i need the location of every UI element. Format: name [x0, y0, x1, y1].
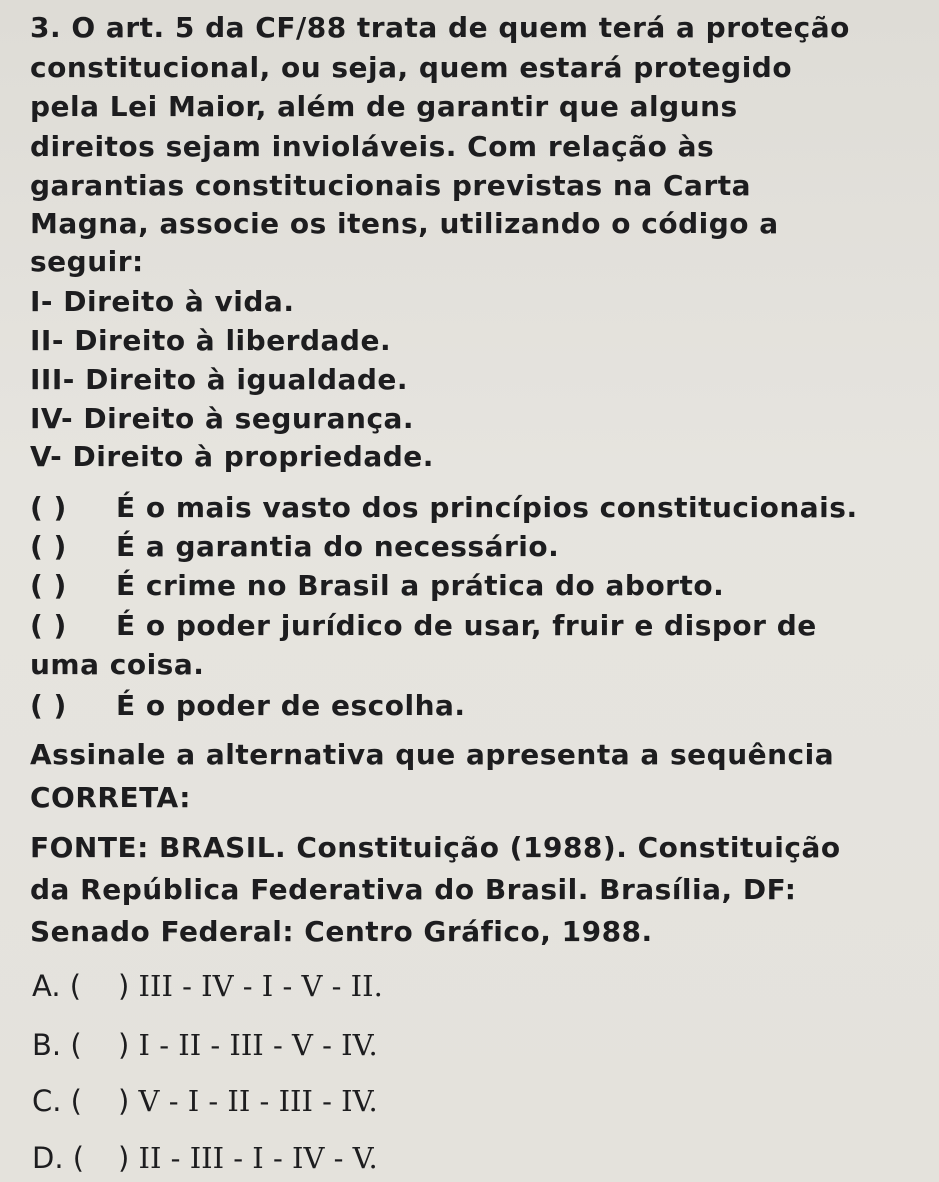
item-v: V- Direito à propriedade.: [30, 440, 434, 473]
statement-text: É o mais vasto dos princípios constitucionais.: [116, 491, 858, 524]
question-line-6: Magna, associe os itens, utilizando o código a: [30, 207, 779, 240]
statement-2: [30, 529, 559, 565]
option-letter: C. (: [32, 1084, 82, 1118]
question-line-4: direitos sejam invioláveis. Com relação às: [30, 130, 715, 163]
instruction-line-2: CORRETA:: [30, 781, 191, 814]
answer-blank[interactable]: ( ): [30, 569, 67, 602]
statement-text: É a garantia do necessário.: [116, 530, 560, 563]
statement-4: [30, 608, 817, 644]
statement-text: É o poder de escolha.: [116, 689, 466, 722]
option-sequence: V - I - II - III - IV.: [138, 1084, 378, 1118]
option-d[interactable]: [32, 1140, 378, 1176]
item-iii: III- Direito à igualdade.: [30, 363, 409, 396]
item-ii: II- Direito à liberdade.: [30, 324, 392, 357]
question-line-7: seguir:: [30, 245, 144, 278]
option-paren-close: ): [118, 969, 130, 1003]
statement-3: [30, 568, 724, 604]
option-letter: D. (: [32, 1141, 85, 1175]
statement-5: [30, 688, 466, 724]
option-sequence: I - II - III - V - IV.: [138, 1028, 378, 1062]
option-paren-close: ): [118, 1084, 130, 1118]
statement-4-continuation: uma coisa.: [30, 648, 205, 681]
answer-blank[interactable]: ( ): [30, 689, 67, 722]
item-iv: IV- Direito à segurança.: [30, 402, 415, 435]
option-c[interactable]: [32, 1083, 378, 1119]
option-letter: A. (: [32, 969, 82, 1003]
option-paren-close: ): [118, 1028, 130, 1062]
option-sequence: III - IV - I - V - II.: [138, 969, 383, 1003]
option-sequence: II - III - I - IV - V.: [138, 1141, 378, 1175]
statement-text: É o poder jurídico de usar, fruir e dispor de: [116, 609, 817, 642]
option-b[interactable]: [32, 1027, 378, 1063]
instruction-line-1: Assinale a alternativa que apresenta a sequência: [30, 738, 835, 771]
option-letter: B. (: [32, 1028, 82, 1062]
option-a[interactable]: [32, 968, 383, 1004]
answer-blank[interactable]: ( ): [30, 530, 67, 563]
question-line-1: 3. O art. 5 da CF/88 trata de quem terá a proteção: [30, 11, 850, 44]
option-paren-close: ): [118, 1141, 130, 1175]
answer-blank[interactable]: ( ): [30, 609, 67, 642]
question-line-5: garantias constitucionais previstas na Carta: [30, 169, 752, 202]
question-line-2: constitucional, ou seja, quem estará protegido: [30, 51, 793, 84]
item-i: I- Direito à vida.: [30, 285, 295, 318]
source-line-3: Senado Federal: Centro Gráfico, 1988.: [30, 915, 653, 948]
source-line-2: da República Federativa do Brasil. Brasília, DF:: [30, 873, 797, 906]
source-line-1: FONTE: BRASIL. Constituição (1988). Constituição: [30, 831, 841, 864]
answer-blank[interactable]: ( ): [30, 491, 67, 524]
question-line-3: pela Lei Maior, além de garantir que alguns: [30, 90, 738, 123]
statement-text: É crime no Brasil a prática do aborto.: [116, 569, 725, 602]
statement-1: [30, 490, 858, 526]
